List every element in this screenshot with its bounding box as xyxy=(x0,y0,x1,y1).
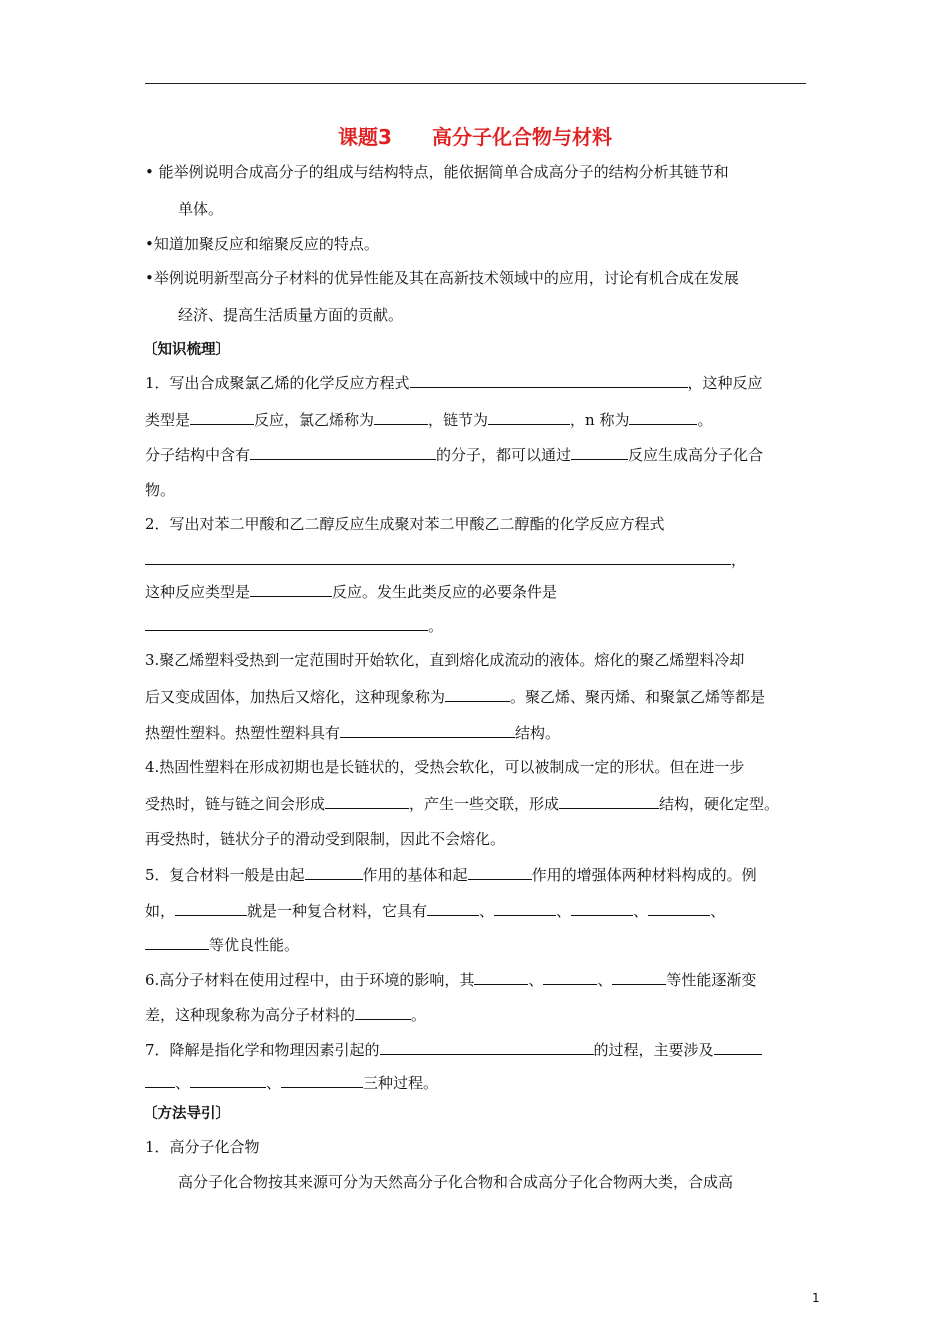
answer-blank[interactable] xyxy=(355,1004,411,1020)
lesson-title: 高分子化合物与材料 xyxy=(431,125,612,149)
q7-line-2: 、 、 三种过程。 xyxy=(145,1072,438,1093)
goal-3-line-1: •举例说明新型高分子材料的优异性能及其在高新技术领域中的应用，讨论有机合成在发展 xyxy=(145,269,739,287)
answer-blank[interactable] xyxy=(190,1072,266,1088)
answer-blank[interactable] xyxy=(190,409,254,425)
q1-line-4: 物。 xyxy=(145,481,176,499)
answer-blank[interactable] xyxy=(427,900,479,916)
answer-blank[interactable] xyxy=(410,372,688,388)
lesson-label: 课题3 xyxy=(338,125,392,149)
page-number: 1 xyxy=(812,1291,820,1305)
q1-line-3: 分子结构中含有 的分子，都可以通过 反应生成高分子化合 xyxy=(145,446,764,464)
answer-blank[interactable] xyxy=(281,1072,363,1088)
answer-blank[interactable] xyxy=(145,934,209,950)
q3-line-1: 3.聚乙烯塑料受热到一定范围时开始软化，直到熔化成流动的液体。熔化的聚乙烯塑料冷却 xyxy=(145,651,745,669)
q2-line-3: 这种反应类型是 反应。发生此类反应的必要条件是 xyxy=(145,583,558,601)
answer-blank[interactable] xyxy=(474,969,528,985)
answer-blank[interactable] xyxy=(250,581,332,597)
answer-blank[interactable] xyxy=(305,864,363,880)
answer-blank[interactable] xyxy=(468,864,532,880)
section-knowledge-heading: 〔知识梳理〕 xyxy=(143,341,230,358)
q3-line-3: 热塑性塑料。热塑性塑料具有 结构。 xyxy=(145,724,561,742)
page-title xyxy=(0,121,950,150)
answer-blank[interactable] xyxy=(145,615,428,631)
q6-line-2: 差，这种现象称为高分子材料的 。 xyxy=(145,1006,427,1024)
q4-line-2: 受热时，链与链之间会形成 ，产生一些交联，形成 结构，硬化定型。 xyxy=(145,795,780,813)
answer-blank[interactable] xyxy=(374,409,428,425)
answer-blank[interactable] xyxy=(494,900,556,916)
goal-3-line-2: 经济、提高生活质量方面的贡献。 xyxy=(178,306,404,324)
answer-blank[interactable] xyxy=(543,969,597,985)
q5-line-1: 5．复合材料一般是由起 作用的基体和起 作用的增强体两种材料构成的。例 xyxy=(145,866,757,884)
answer-blank[interactable] xyxy=(325,793,409,809)
q7-line-1: 7．降解是指化学和物理因素引起的 的过程，主要涉及 xyxy=(145,1039,762,1060)
goal-1-line-2: 单体。 xyxy=(178,200,224,218)
goal-2-line-1: •知道加聚反应和缩聚反应的特点。 xyxy=(145,235,379,253)
method-1-heading: 1．高分子化合物 xyxy=(145,1138,260,1156)
answer-blank[interactable] xyxy=(648,900,710,916)
goal-1-line-1: • 能举例说明合成高分子的组成与结构特点，能依据简单合成高分子的结构分析其链节和 xyxy=(145,163,729,181)
answer-blank[interactable] xyxy=(445,686,510,702)
q5-line-3: 等优良性能。 xyxy=(145,934,299,955)
q1-line-1: 1．写出合成聚氯乙烯的化学反应方程式 ，这种反应 xyxy=(145,374,763,392)
q4-line-3: 再受热时，链状分子的滑动受到限制，因此不会熔化。 xyxy=(145,830,506,848)
answer-blank[interactable] xyxy=(629,409,697,425)
answer-blank[interactable] xyxy=(488,409,570,425)
section-method-heading: 〔方法导引〕 xyxy=(143,1105,230,1122)
method-1-body: 高分子化合物按其来源可分为天然高分子化合物和合成高分子化合物两大类，合成高 xyxy=(178,1173,734,1191)
q4-line-1: 4.热固性塑料在形成初期也是长链状的，受热会软化，可以被制成一定的形状。但在进一步 xyxy=(145,758,745,776)
answer-blank[interactable] xyxy=(145,1072,175,1088)
answer-blank[interactable] xyxy=(559,793,659,809)
answer-blank[interactable] xyxy=(250,444,436,460)
q1-line-2: 类型是 反应，氯乙烯称为 ，链节为 ，n 称为 。 xyxy=(145,411,713,429)
q5-line-2: 如， 就是一种复合材料，它具有 、 、 、 、 xyxy=(145,902,726,920)
answer-blank[interactable] xyxy=(714,1039,762,1055)
answer-blank[interactable] xyxy=(612,969,666,985)
answer-blank[interactable] xyxy=(175,900,247,916)
q6-line-1: 6.高分子材料在使用过程中，由于环境的影响，其 、 、 等性能逐渐变 xyxy=(145,971,757,989)
header-rule xyxy=(145,83,806,84)
q3-line-2: 后又变成固体，加热后又熔化，这种现象称为 。聚乙烯、聚丙烯、和聚氯乙烯等都是 xyxy=(145,688,766,706)
q2-line-2: ， xyxy=(145,549,746,570)
answer-blank[interactable] xyxy=(380,1039,594,1055)
q2-line-1: 2．写出对苯二甲酸和乙二醇反应生成聚对苯二甲酸乙二醇酯的化学反应方程式 xyxy=(145,515,665,533)
q2-line-4: 。 xyxy=(145,615,443,636)
answer-blank[interactable] xyxy=(571,900,633,916)
answer-blank[interactable] xyxy=(571,444,628,460)
answer-blank[interactable] xyxy=(340,722,515,738)
answer-blank[interactable] xyxy=(145,549,731,565)
